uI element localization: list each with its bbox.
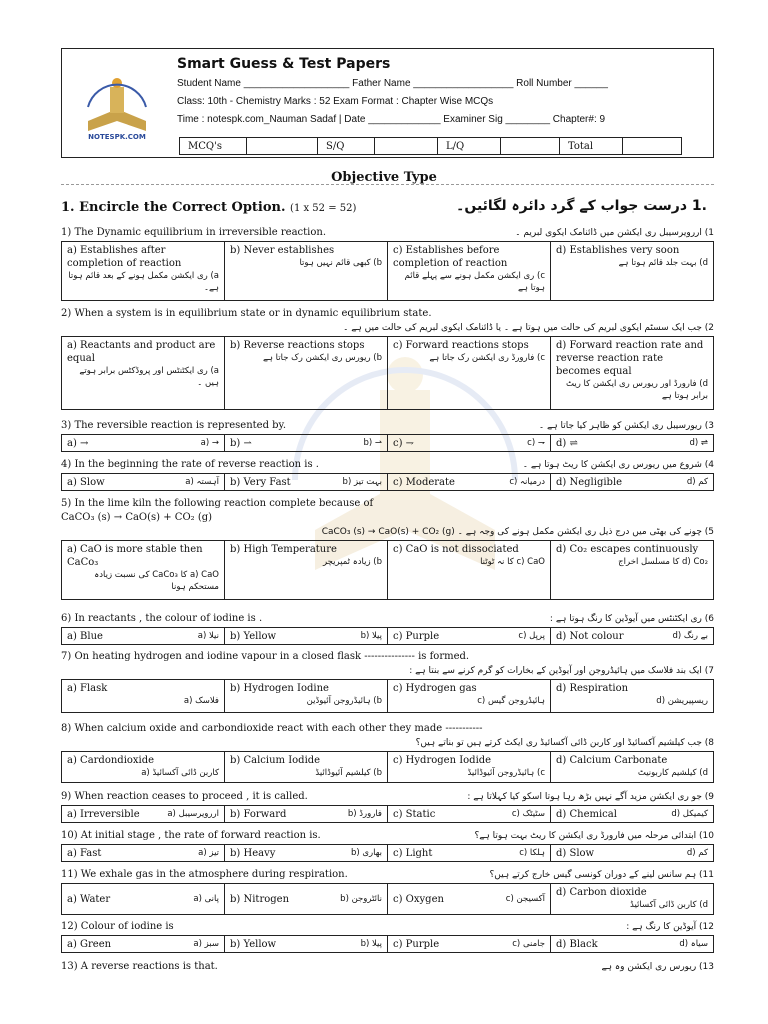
question-9: [61, 790, 714, 823]
question-text: 3) The reversible reaction is represented by.: [61, 420, 287, 431]
question-5: [61, 497, 714, 600]
option-a[interactable]: a) Water پانی (a: [62, 884, 225, 914]
instruction-urdu: .1 درست جواب کے گرد دائرہ لگائیں۔: [456, 198, 707, 214]
question-1: [61, 226, 714, 301]
question-10: [61, 829, 714, 862]
question-text-urdu: 10) ابتدائی مرحلہ میں فارورڈ ری ایکشن کا ریٹ بہت ہوتا ہے؟: [474, 831, 714, 841]
question-equation: CaCO₃ (s) → CaO(s) + CO₂ (g): [61, 512, 213, 523]
option-a[interactable]: a) Reactants and product are equal a) ری ایکٹنٹس اور پروڈکٹس برابر ہوتے ہیں ۔: [62, 337, 225, 409]
question-text: 13) A reverse reactions is that.: [61, 961, 218, 972]
option-c[interactable]: c) Purple جامنی (c: [388, 936, 551, 952]
question-text-urdu: 1) اررویرسیبل ری ایکشن میں ڈائنامک ایکوی لبریم ۔: [515, 228, 714, 238]
question-text-urdu: 6) ری ایکٹنٹس میں آیوڈین کا رنگ ہوتا ہے :: [549, 614, 714, 624]
option-c[interactable]: c) Purple پرپل (c: [388, 628, 551, 644]
option-c[interactable]: c) Hydrogen Iodide c) ہائیڈروجن آئیوڈائیڈ: [388, 752, 551, 782]
question-8: [61, 722, 714, 783]
option-b[interactable]: b) Yellow پیلا (b: [225, 628, 388, 644]
paper-title: Smart Guess & Test Papers: [177, 56, 391, 72]
option-b[interactable]: b) Calcium Iodide b) کیلشیم آئیوڈائیڈ: [225, 752, 388, 782]
question-text-urdu: 5) چونے کی بھٹی میں درج ذیل ری ایکشن مکمل ہونے کی وجہ ہے ۔ CaCO₃ (s) → CaO(s) + CO₂ (g): [321, 527, 714, 537]
question-text-urdu: 11) ہم سانس لینے کے دوران کونسی گیس خارج کرتے ہیں؟: [489, 870, 714, 880]
question-4: [61, 458, 714, 491]
question-2: [61, 307, 714, 410]
option-a[interactable]: a) Cardondioxide کاربن ڈائی آکسائیڈ (a: [62, 752, 225, 782]
option-b[interactable]: b) Reverse reactions stops b) ریورس ری ایکشن رک جاتا ہے: [225, 337, 388, 409]
question-text: 8) When calcium oxide and carbondioxide react with each other they made -----------: [61, 723, 483, 734]
option-b[interactable]: b) Yellow پیلا (b: [225, 936, 388, 952]
question-text: 4) In the beginning the rate of reverse reaction is .: [61, 459, 319, 470]
option-c[interactable]: c) ⇁ ⇁ (c: [388, 435, 551, 451]
question-11: [61, 868, 714, 915]
question-7: [61, 650, 714, 713]
option-a[interactable]: a) Fast تیز (a: [62, 845, 225, 861]
marks-table: [179, 137, 681, 155]
question-text-urdu: 4) شروع میں ریورس ری ایکشن کا ریٹ ہوتا ہے ۔: [522, 460, 714, 470]
question-text-urdu: 2) جب ایک سسٹم ایکوی لبریم کی حالت میں ہوتا ہے ۔ یا ڈائنامک ایکوی لبریم کی حالت میں ہے ۔: [343, 323, 714, 333]
marks-cell: [622, 137, 682, 155]
question-text-urdu: 7) ایک بند فلاسک میں ہائیڈروجن اور آیوڈین کے بخارات کو گرم کرنے سے بنتا ہے :: [409, 666, 714, 676]
question-6: [61, 612, 714, 645]
logo-site: NOTESPK.COM: [88, 133, 146, 141]
question-text: 9) When reaction ceases to proceed , it is called.: [61, 791, 308, 802]
option-a[interactable]: a) Irreversible اررویرسیبل (a: [62, 806, 225, 822]
option-a[interactable]: a) CaO is more stable then CaCo₃ a) CaO کا CaCo₃ کی نسبت زیادہ مستحکم ہونا: [62, 541, 225, 599]
option-d[interactable]: d) Slow کم (d: [556, 847, 708, 859]
question-text: 11) We exhale gas in the atmosphere during respiration.: [61, 869, 348, 880]
option-a[interactable]: a) Establishes after completion of reaction a) ری ایکشن مکمل ہونے کے بعد قائم ہوتا ہے۔: [62, 242, 225, 300]
question-text-urdu: 13) ریورس ری ایکشن وہ ہے: [601, 962, 714, 972]
question-text-urdu: 3) ریورسیبل ری ایکشن کو ظاہر کیا جاتا ہے ۔: [538, 421, 714, 431]
section-divider: [61, 184, 714, 185]
option-b[interactable]: b) Hydrogen Iodine b) ہائیڈروجن آئیوڈین: [225, 680, 388, 712]
question-text: 12) Colour of iodine is: [61, 921, 174, 932]
option-d[interactable]: d) Co₂ escapes continuously d) Co₂ کا مسلسل اخراج: [556, 544, 708, 567]
option-d[interactable]: d) Respiration ریسپیریشن (d: [556, 683, 708, 706]
marks-cell: Total: [559, 137, 623, 155]
option-b[interactable]: b) Nitrogen نائٹروجن (b: [225, 884, 388, 914]
question-text: 7) On heating hydrogen and iodine vapour in a closed flask --------------- is formed.: [61, 651, 470, 662]
option-c[interactable]: c) Hydrogen gas ہائیڈروجن گیس (c: [388, 680, 551, 712]
question-text: 6) In reactants , the colour of iodine is .: [61, 613, 263, 624]
option-d[interactable]: d) Carbon dioxide d) کاربن ڈائی آکسائیڈ: [556, 887, 708, 910]
marks-cell: L/Q: [437, 137, 501, 155]
option-a[interactable]: a) Flask فلاسک (a: [62, 680, 225, 712]
option-c[interactable]: c) Light ہلکا (c: [388, 845, 551, 861]
option-b[interactable]: b) Very Fast بہت تیز (b: [225, 474, 388, 490]
header-text: [177, 55, 608, 129]
question-text-urdu: 12) آیوڈین کا رنگ ہے :: [626, 922, 714, 932]
option-d[interactable]: d) Forward reaction rate and reverse reaction rate becomes equal d) فارورڈ اور ریورس ری ایکشن کا ریٹ برابر ہوتا ہے: [556, 340, 708, 401]
instruction-main: 1. Encircle the Correct Option.: [61, 200, 286, 215]
marks-cell: S/Q: [317, 137, 375, 155]
option-d[interactable]: d) Black سیاہ (d: [556, 938, 708, 950]
option-b[interactable]: b) Forward فارورڈ (b: [225, 806, 388, 822]
marks-cell: [246, 137, 318, 155]
question-13: [61, 960, 714, 974]
option-c[interactable]: c) Static سٹیٹک (c: [388, 806, 551, 822]
option-d[interactable]: d) Not colour بے رنگ (d: [556, 630, 708, 642]
option-c[interactable]: c) Oxygen آکسیجن (c: [388, 884, 551, 914]
option-a[interactable]: a) → → (a: [62, 435, 225, 451]
option-d[interactable]: d) Negligible کم (d: [556, 476, 708, 488]
option-b[interactable]: b) ⇀ ⇀ (b: [225, 435, 388, 451]
question-text: 5) In the lime kiln the following reaction complete because of: [61, 498, 374, 509]
question-text: 2) When a system is in equilibrium state or in dynamic equilibrium state.: [61, 308, 432, 319]
option-a[interactable]: a) Slow آہستہ (a: [62, 474, 225, 490]
option-a[interactable]: a) Blue نیلا (a: [62, 628, 225, 644]
question-12: [61, 920, 714, 953]
instruction-english: [61, 200, 356, 215]
question-text-urdu: 9) جو ری ایکشن مزید آگے نہیں بڑھ رہا ہوتا اسکو کیا کہلاتا ہے :: [467, 792, 714, 802]
class-info-line: Class: 10th - Chemistry Marks : 52 Exam Format : Chapter Wise MCQs: [177, 96, 494, 107]
option-d[interactable]: d) Calcium Carbonate d) کیلشیم کاربونیٹ: [556, 755, 708, 778]
section-title: Objective Type: [331, 170, 437, 185]
option-c[interactable]: c) Forward reactions stops c) فارورڈ ری ایکشن رک جاتا ہے: [388, 337, 551, 409]
option-b[interactable]: b) High Temperature b) زیادہ ٹمپریچر: [225, 541, 388, 599]
question-3: [61, 419, 714, 452]
option-c[interactable]: c) Moderate درمیانہ (c: [388, 474, 551, 490]
time-info-line: Time : notespk.com_Nauman Sadaf | Date _____________ Examiner Sig ________ Chapter#: 9: [177, 114, 606, 125]
question-text-urdu: 8) جب کیلشیم آکسائیڈ اور کاربن ڈائی آکسائیڈ ری ایکٹ کرتے ہیں تو بناتے ہیں؟: [415, 738, 714, 748]
logo-icon: [82, 71, 152, 141]
option-d[interactable]: d) ⇌ ⇌ (d: [556, 437, 708, 449]
marks-cell: MCQ's: [179, 137, 247, 155]
student-info-line: Student Name ___________________ Father Name __________________ Roll Number ______: [177, 78, 608, 89]
instruction-marks: (1 x 52 = 52): [290, 203, 357, 214]
option-b[interactable]: b) Heavy بھاری (b: [225, 845, 388, 861]
question-text: 1) The Dynamic equilibrium in irreversible reaction.: [61, 227, 326, 238]
option-a[interactable]: a) Green سبز (a: [62, 936, 225, 952]
option-b[interactable]: b) Never establishes b) کبھی قائم نہیں ہوتا: [225, 242, 388, 300]
marks-cell: [500, 137, 560, 155]
option-c[interactable]: c) CaO is not dissociated c) CaO کا نہ ٹوٹنا: [388, 541, 551, 599]
option-c[interactable]: c) Establishes before completion of reaction c) ری ایکشن مکمل ہونے سے پہلے قائم ہوتا ہے: [388, 242, 551, 300]
marks-cell: [374, 137, 438, 155]
option-d[interactable]: d) Chemical کیمیکل (d: [556, 808, 708, 820]
question-text: 10) At initial stage , the rate of forward reaction is.: [61, 830, 321, 841]
option-d[interactable]: d) Establishes very soon d) بہت جلد قائم ہوتا ہے: [556, 245, 708, 268]
